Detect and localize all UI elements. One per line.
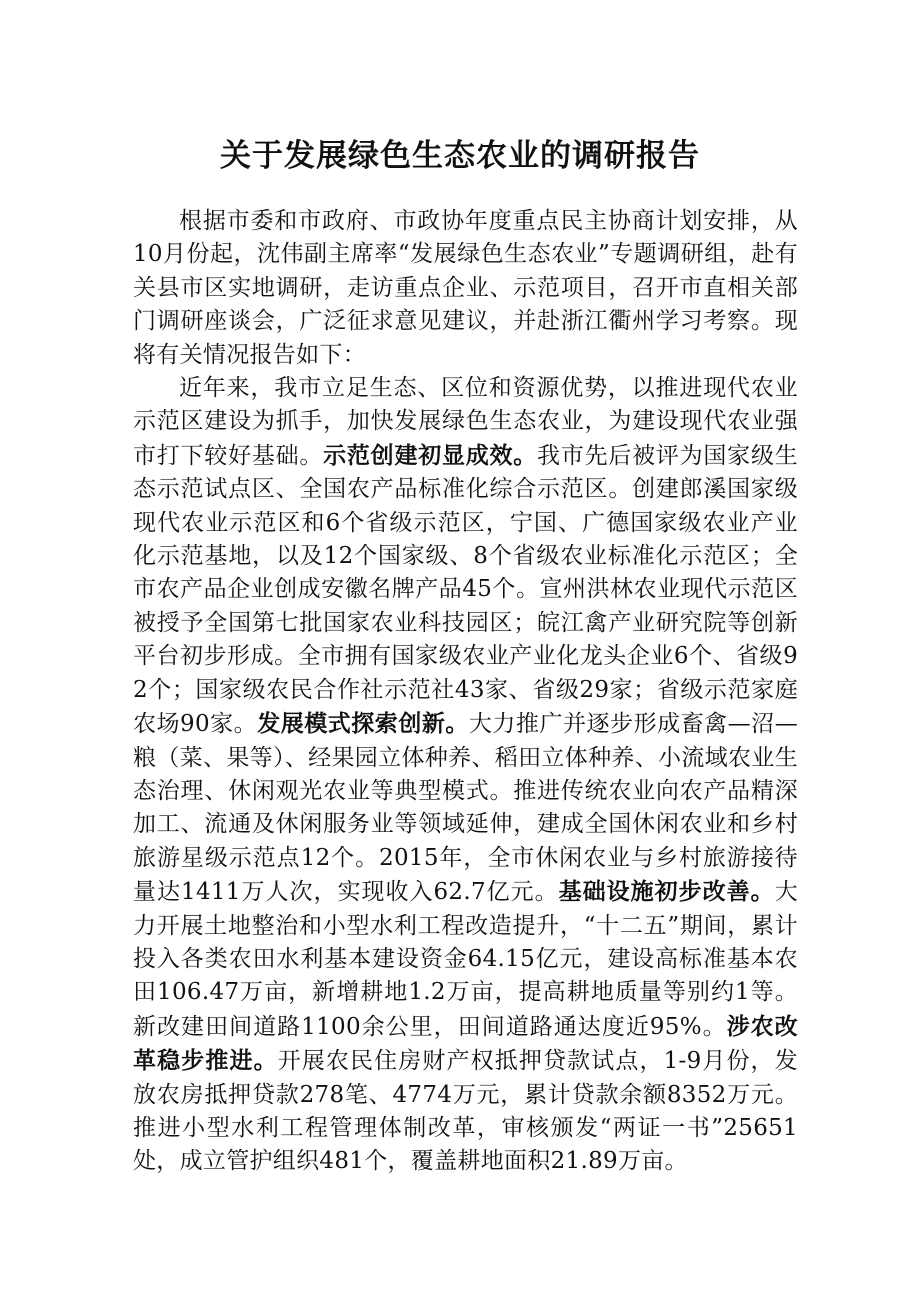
- paragraph-intro: 根据市委和市政府、市政协年度重点民主协商计划安排，从10月份起，沈伟副主席率“发展绿色生态农业”专题调研组，赴有关县市区实地调研，走访重点企业、示范项目，召开市直相关部门调研座谈会，广泛征求意见建议，并赴浙江衢州学习考察。现将有关情况报告如下：: [133, 208, 798, 368]
- document-body: [133, 205, 798, 1179]
- document-title: 关于发展绿色生态农业的调研报告: [220, 138, 700, 174]
- demonstration-text: 我市先后被评为国家级生态示范试点区、全国农产品标准化综合示范区。创建郎溪国家级现代农业示范区和6个省级示范区，宁国、广德国家级农业产业化示范基地，以及12个国家级、8个省级农业标准化示范区；全市农产品企业创成安徽名牌产品45个。宣州洪林农业现代示范区被授予全国第七批国家农业科技园区；皖江禽产业研究院等创新平台初步形成。全市拥有国家级农业产业化龙头企业6个、省级92个；国家级农民合作社示范社43家、省级29家；省级示范家庭农场90家。: [133, 442, 799, 738]
- infrastructure-text: 大力开展土地整治和小型水利工程改造提升，“十二五”期间，累计投入各类农田水利基本建设资金64.15亿元，建设高标准基本农田106.47万亩，新增耕地1.2万亩，提高耕地质量等别约1等。新改建田间道路1100余公里，田间道路通达度近95%。: [133, 879, 799, 1040]
- reform-text: 开展农民住房财产权抵押贷款试点，1-9月份，发放农房抵押贷款278笔、4774万元，累计贷款余额8352万元。推进小型水利工程管理体制改革，审核颁发“两证一书”25651处，成立管护组织481个，覆盖耕地面积21.89万亩。: [133, 1048, 798, 1175]
- heading-development-model: 发展模式探索创新。: [257, 710, 469, 738]
- heading-demonstration: 示范创建初显成效。: [323, 441, 538, 469]
- paragraph-achievements: [133, 372, 798, 1179]
- heading-reform: 涉农改革稳步推进。: [133, 1012, 798, 1075]
- development-model-text: 大力推广并逐步形成畜禽—沼—粮（菜、果等）、经果园立体种养、稻田立体种养、小流域农业生态治理、休闲观光农业等典型模式。推进传统农业向农产品精深加工、流通及休闲服务业等领域延伸，建成全国休闲农业和乡村旅游星级示范点12个。2015年，全市休闲农业与乡村旅游接待量达1411万人次，实现收入62.7亿元。: [133, 711, 799, 906]
- heading-infrastructure: 基础设施初步改善。: [558, 878, 775, 906]
- achievements-intro-text: 近年来，我市立足生态、区位和资源优势，以推进现代农业示范区建设为抓手，加快发展绿色生态农业，为建设现代农业强市打下较好基础。: [133, 375, 798, 469]
